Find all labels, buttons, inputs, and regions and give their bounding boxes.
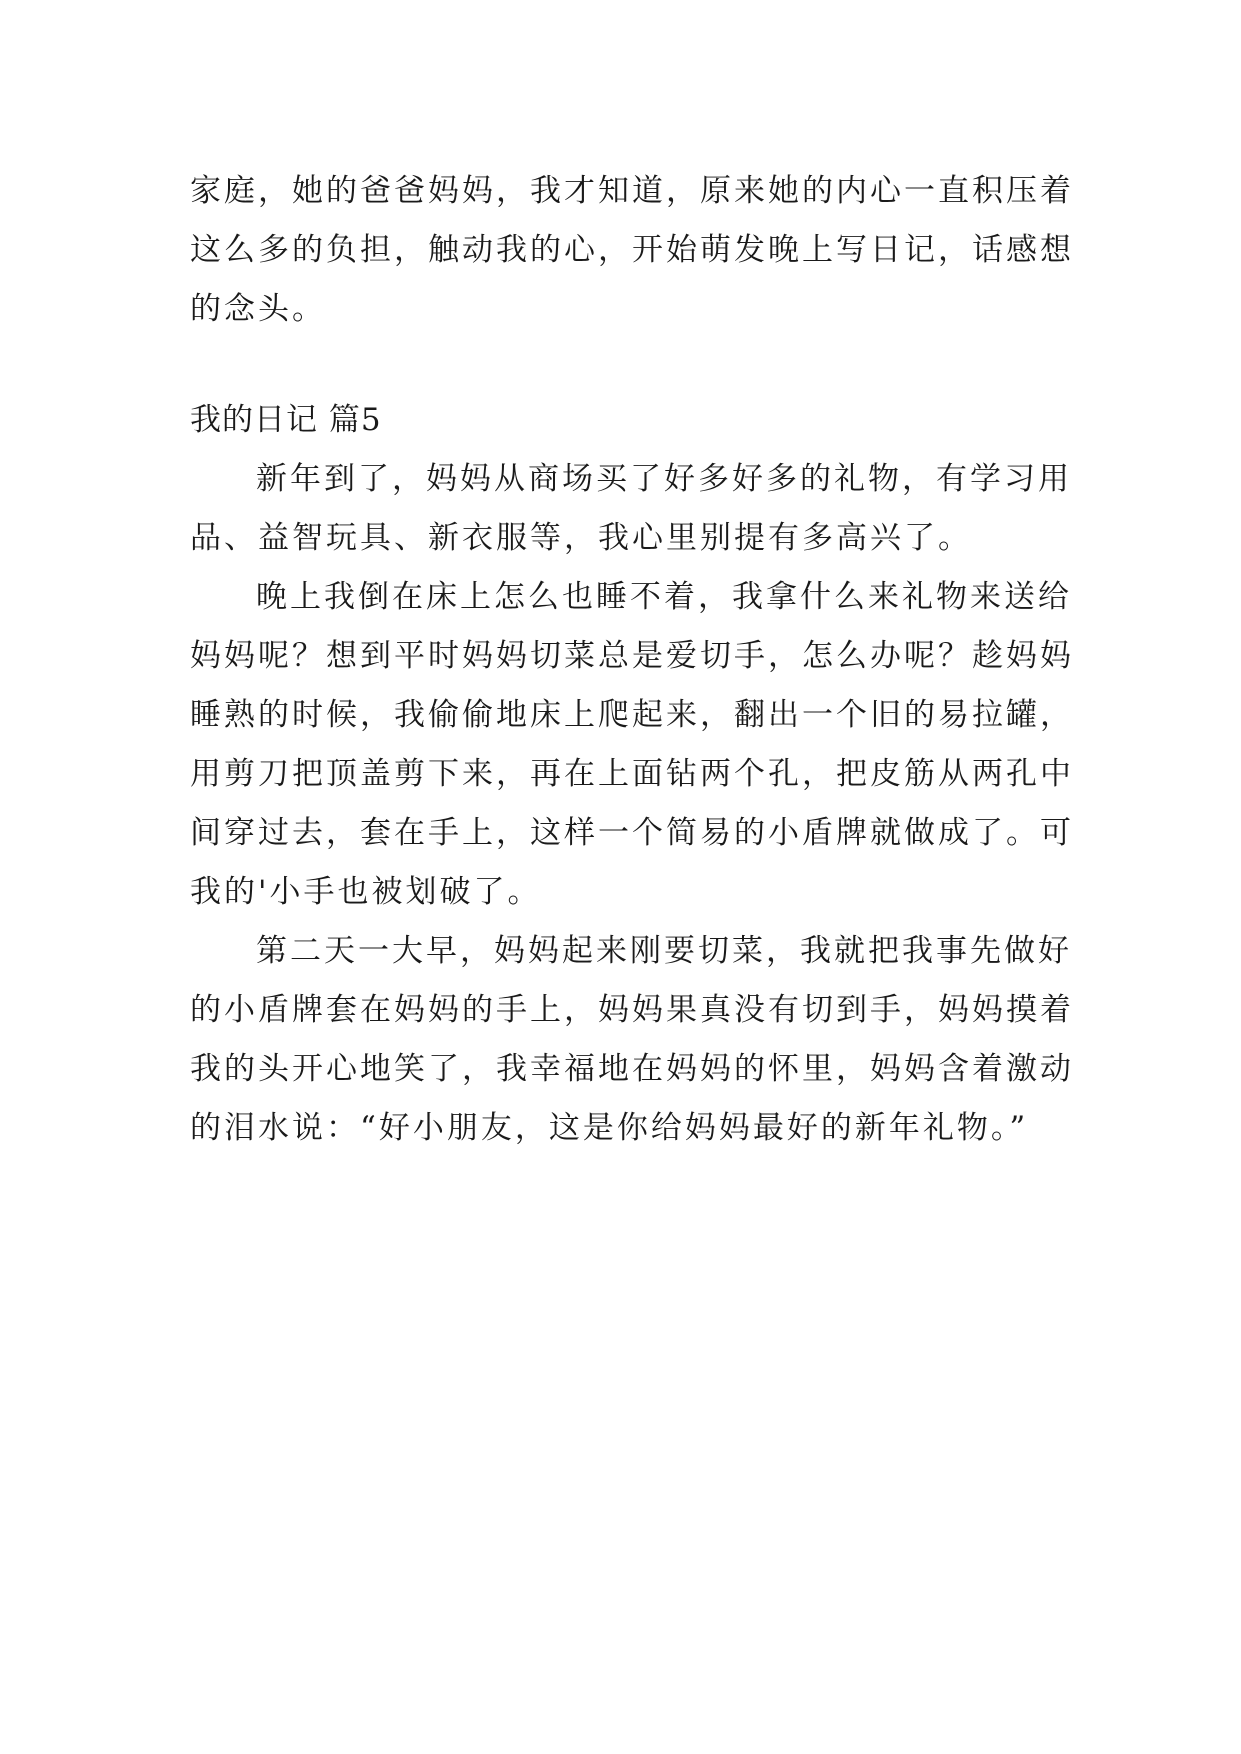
text-line: 间穿过去，套在手上，这样一个简易的小盾牌就做成了。可 — [190, 815, 1074, 851]
section-title: 我的日记 篇5 — [190, 402, 382, 438]
text-line: 我的'小手也被划破了。 — [190, 874, 542, 910]
paragraph-2 — [190, 568, 1074, 922]
text-line: 用剪刀把顶盖剪下来，再在上面钻两个孔，把皮筋从两孔中 — [190, 756, 1074, 792]
text-line: 睡熟的时候，我偷偷地床上爬起来，翻出一个旧的易拉罐， — [190, 697, 1074, 733]
text-line: 的泪水说：“好小朋友，这是你给妈妈最好的新年礼物。” — [190, 1110, 1029, 1146]
text-line: 新年到了，妈妈从商场买了好多好多的礼物，有学习用 — [256, 461, 1072, 497]
text-line: 家庭，她的爸爸妈妈，我才知道，原来她的内心一直积压着 — [190, 173, 1074, 209]
text-line: 妈妈呢？想到平时妈妈切菜总是爱切手，怎么办呢？趁妈妈 — [190, 638, 1074, 674]
text-line: 的小盾牌套在妈妈的手上，妈妈果真没有切到手，妈妈摸着 — [190, 992, 1074, 1028]
text-line: 第二天一大早，妈妈起来刚要切菜，我就把我事先做好 — [256, 933, 1072, 969]
text-line: 这么多的负担，触动我的心，开始萌发晚上写日记，话感想 — [190, 232, 1074, 268]
intro-paragraph — [190, 162, 1074, 339]
text-line: 品、益智玩具、新衣服等，我心里别提有多高兴了。 — [190, 520, 972, 556]
document-body — [190, 162, 1074, 1158]
section-spacer — [190, 339, 1060, 391]
text-line: 我的头开心地笑了，我幸福地在妈妈的怀里，妈妈含着激动 — [190, 1051, 1074, 1087]
text-line: 晚上我倒在床上怎么也睡不着，我拿什么来礼物来送给 — [256, 579, 1072, 615]
paragraph-1 — [190, 450, 1072, 568]
paragraph-3 — [190, 922, 1074, 1158]
text-line: 的念头。 — [190, 291, 326, 327]
